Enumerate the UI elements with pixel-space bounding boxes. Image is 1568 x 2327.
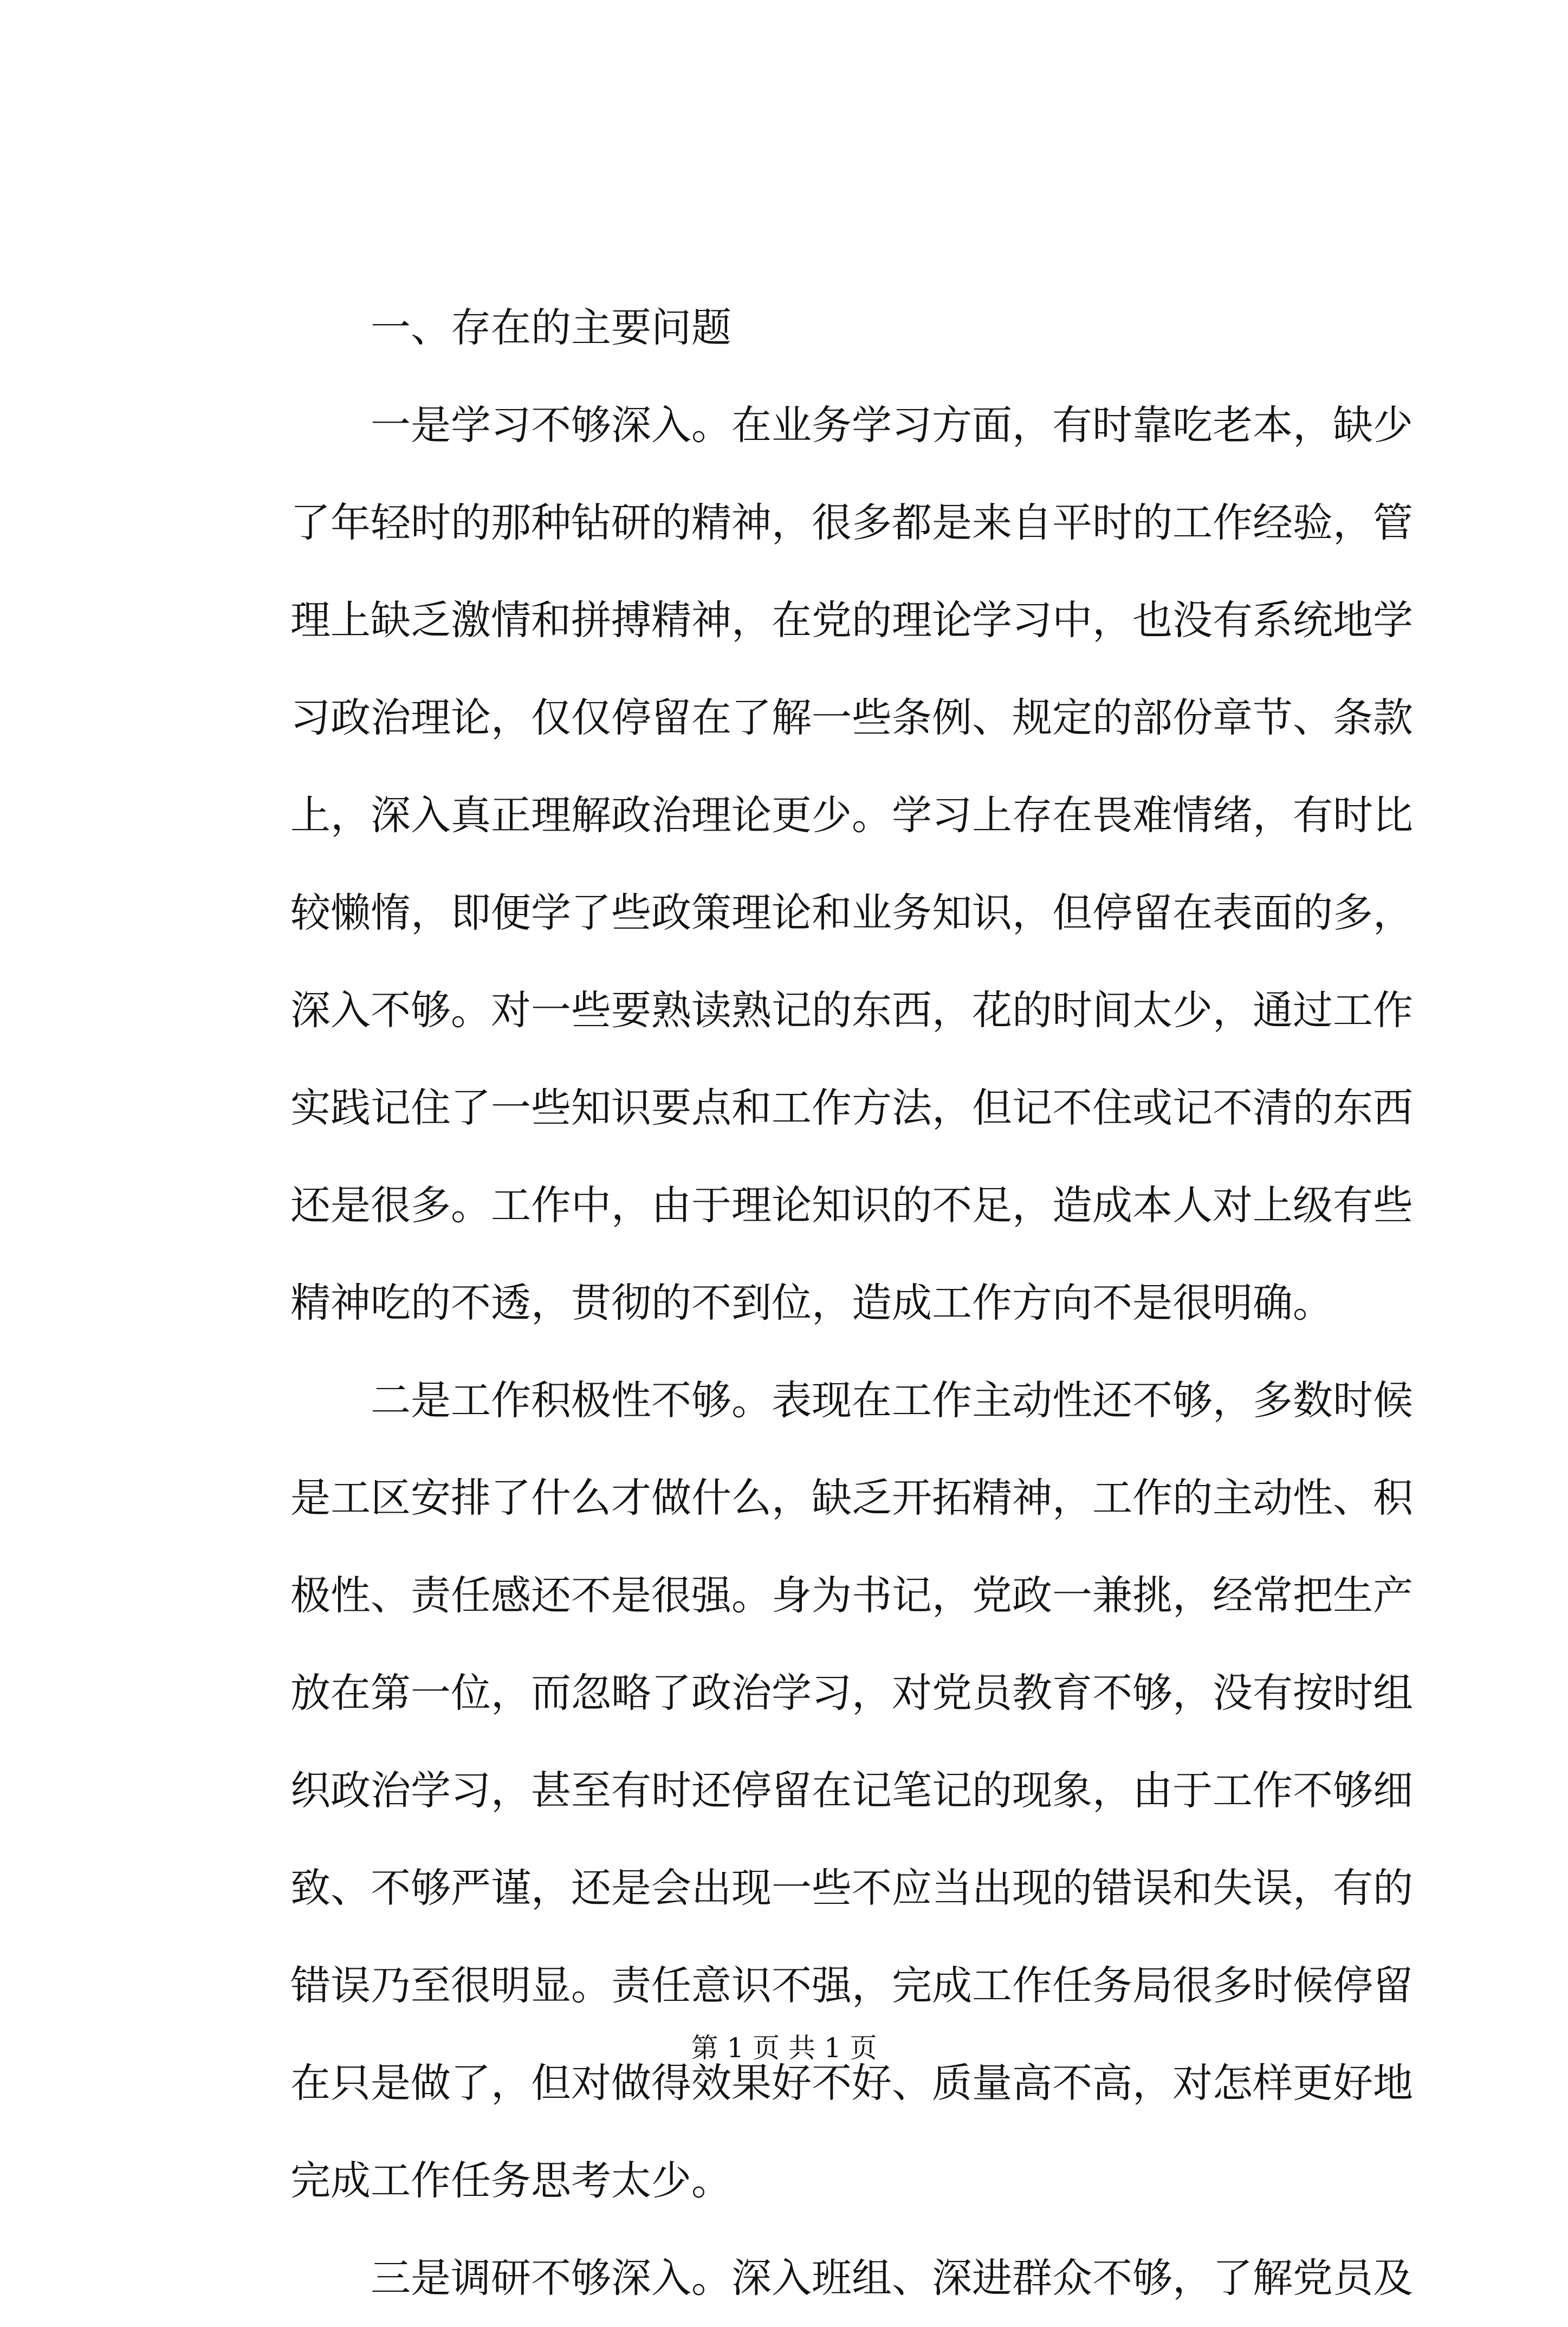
paragraph-2-line-5: 织政治学习，甚至有时还停留在记笔记的现象，由于工作不够细 [290, 1767, 1413, 1814]
paragraph-1-line-6: 较懒惰，即便学了些政策理论和业务知识，但停留在表面的多， [290, 890, 1413, 936]
paragraph-1-line-7: 深入不够。对一些要熟读熟记的东西，花的时间太少，通过工作 [290, 987, 1413, 1034]
page-footer [0, 2026, 1568, 2070]
paragraph-1-line-4: 习政治理论，仅仅停留在了解一些条例、规定的部份章节、条款 [290, 695, 1413, 741]
paragraph-1-line-5: 上，深入真正理解政治理论更少。学习上存在畏难情绪，有时比 [290, 792, 1413, 839]
paragraph-2-line-6: 致、不够严谨，还是会出现一些不应当出现的错误和失误，有的 [290, 1865, 1413, 1911]
text-line: 一、存在的主要问题 [371, 304, 731, 351]
page-number-label: 第 1 页 共 1 页 [691, 2032, 877, 2064]
paragraph-1-line-10: 精神吃的不透，贯彻的不到位，造成工作方向不是很明确。 [290, 1280, 1333, 1326]
paragraph-1-line-2: 了年轻时的那种钻研的精神，很多都是来自平时的工作经验，管 [290, 500, 1413, 546]
paragraph-2-line-7: 错误乃至很明显。责任意识不强，完成工作任务局很多时候停留 [290, 1962, 1413, 2009]
section-heading [290, 279, 1401, 377]
paragraph-2-line-9: 完成工作任务思考太少。 [290, 2157, 731, 2204]
paragraph-2-line-3: 极性、责任感还不是很强。身为书记，党政一兼挑，经常把生产 [290, 1572, 1413, 1619]
paragraph-2-line-1: 二是工作积极性不够。表现在工作主动性还不够，多数时候 [371, 1377, 1413, 1424]
paragraph-1-line-1: 一是学习不够深入。在业务学习方面，有时靠吃老本，缺少 [371, 402, 1413, 449]
paragraph-2-line-2: 是工区安排了什么才做什么，缺乏开拓精神，工作的主动性、积 [290, 1475, 1413, 1521]
paragraph-2-line-8: 在只是做了，但对做得效果好不好、质量高不高，对怎样更好地 [290, 2060, 1413, 2106]
paragraph-3-line-1: 三是调研不够深入。深入班组、深进群众不够，了解党员及 [371, 2255, 1413, 2302]
paragraph-1-line-9: 还是很多。工作中，由于理论知识的不足，造成本人对上级有些 [290, 1182, 1413, 1229]
document-body [290, 279, 1413, 2327]
paragraph-1-line-3: 理上缺乏激情和拼搏精神，在党的理论学习中，也没有系统地学 [290, 597, 1413, 644]
paragraph-1-line-8: 实践记住了一些知识要点和工作方法，但记不住或记不清的东西 [290, 1085, 1413, 1131]
paragraph-2-line-4: 放在第一位，而忽略了政治学习，对党员教育不够，没有按时组 [290, 1670, 1413, 1716]
